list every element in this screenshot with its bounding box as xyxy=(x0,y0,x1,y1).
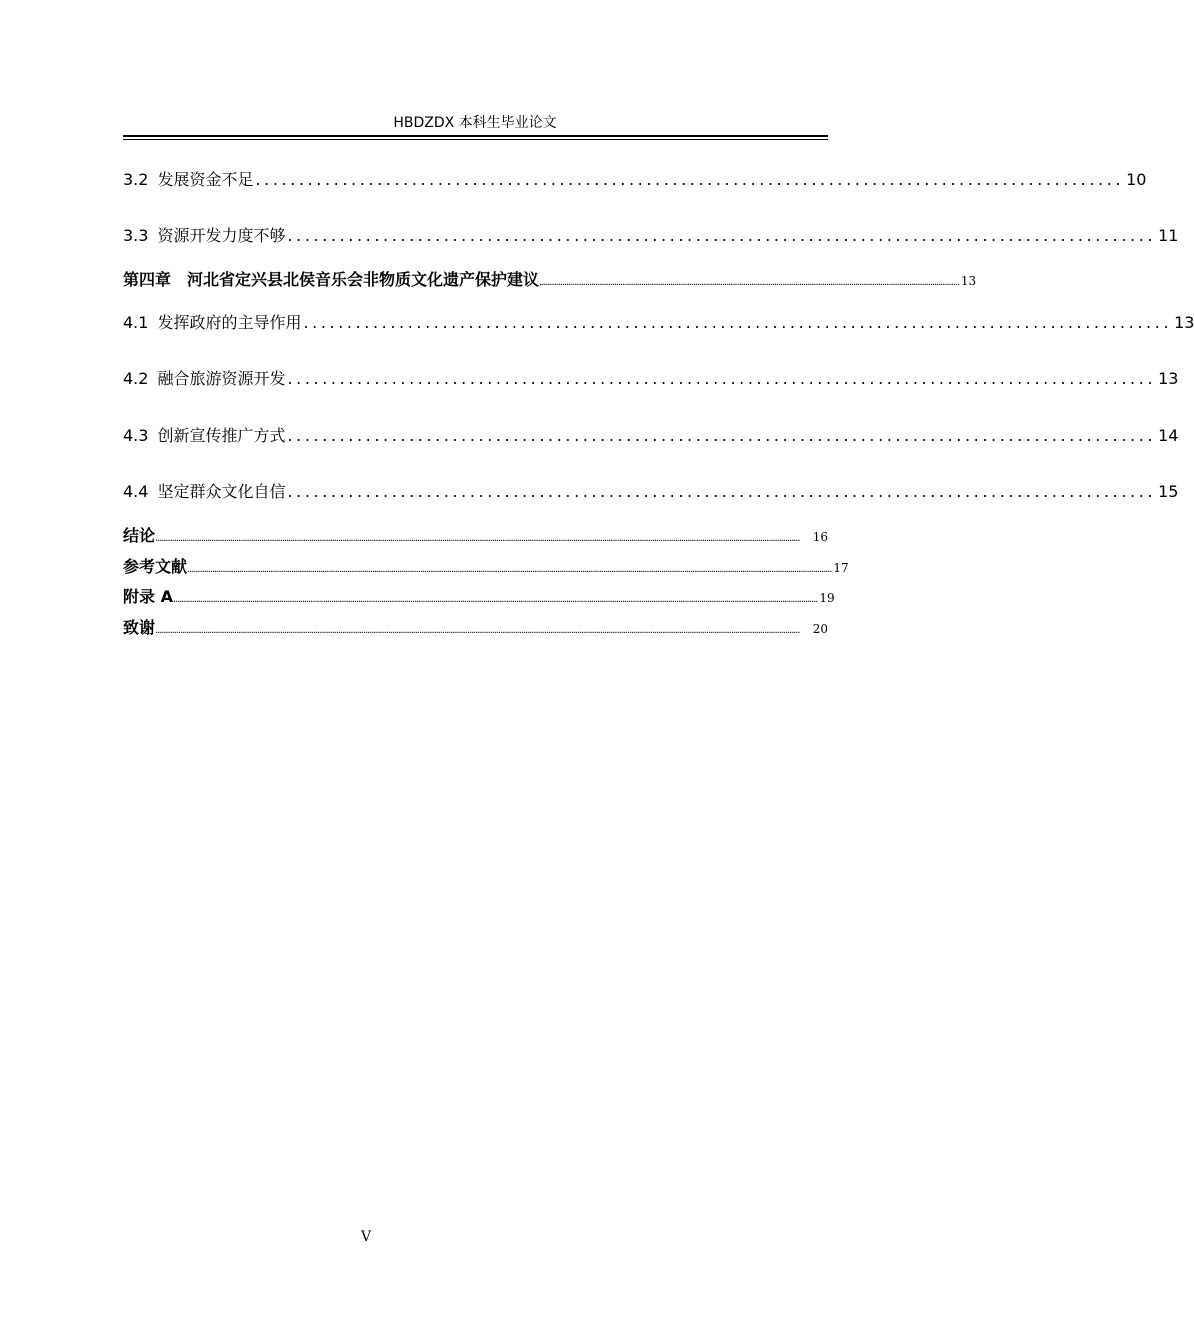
toc-dot-leader: .................................................................................................... xyxy=(287,226,1157,245)
toc-entry-chapter-4[interactable] xyxy=(123,268,977,292)
toc-entry-references[interactable] xyxy=(123,555,849,579)
toc-entry-4-3[interactable] xyxy=(123,424,1179,448)
toc-entry-title: 结论 xyxy=(123,526,156,545)
toc-entry-acknowledgements[interactable] xyxy=(123,616,828,640)
toc-entry-page: 16 xyxy=(812,530,828,544)
toc-entry-4-1[interactable] xyxy=(123,311,1194,335)
header-rule-thick xyxy=(123,135,828,137)
toc-entry-3-3[interactable] xyxy=(123,224,1179,248)
toc-entry-page: 13 xyxy=(1158,369,1179,388)
toc-entry-title: 融合旅游资源开发 xyxy=(157,369,286,388)
toc-entry-title: 发展资金不足 xyxy=(157,170,254,189)
toc-dot-leader: .................................................................................................... xyxy=(287,369,1157,388)
toc-entry-number: 3.2 xyxy=(123,170,149,189)
toc-entry-3-2[interactable] xyxy=(123,168,1147,192)
page-header: HBDZDX 本科生毕业论文 xyxy=(393,115,557,131)
toc-entry-title: 附录 A xyxy=(123,587,173,606)
toc-entry-page: 17 xyxy=(833,561,849,575)
toc-entry-page: 11 xyxy=(1158,226,1179,245)
toc-entry-title: 创新宣传推广方式 xyxy=(157,426,286,445)
toc-entry-page: 13 xyxy=(1174,313,1194,332)
toc-entry-4-2[interactable] xyxy=(123,367,1179,391)
toc-entry-title: 致谢 xyxy=(123,618,156,637)
toc-entry-page: 19 xyxy=(819,591,835,605)
toc-entry-title: 第四章 河北省定兴县北侯音乐会非物质文化遗产保护建议 xyxy=(123,270,540,289)
toc-entry-title: 参考文献 xyxy=(123,557,188,576)
header-rule-thin xyxy=(123,139,828,140)
toc-entry-number: 3.3 xyxy=(123,226,149,245)
toc-entry-page: 10 xyxy=(1126,170,1147,189)
toc-entry-4-4[interactable] xyxy=(123,480,1179,504)
toc-entry-number: 4.4 xyxy=(123,482,149,501)
toc-entry-number: 4.3 xyxy=(123,426,149,445)
toc-dot-leader: ...................................................................................................................................................................................................................................................................................................................... xyxy=(155,625,800,636)
toc-entry-title: 坚定群众文化自信 xyxy=(157,482,286,501)
toc-dot-leader: .................................................................................................... xyxy=(255,170,1125,189)
toc-entry-appendix-a[interactable] xyxy=(123,585,835,609)
toc-dot-leader: .................................................................................................... xyxy=(287,426,1157,445)
toc-entry-page: 13 xyxy=(960,274,977,288)
toc-entry-conclusion[interactable] xyxy=(123,524,828,548)
toc-entry-title: 资源开发力度不够 xyxy=(157,226,286,245)
toc-entry-page: 15 xyxy=(1158,482,1179,501)
toc-entry-page: 20 xyxy=(812,622,828,636)
toc-entry-title: 发挥政府的主导作用 xyxy=(157,313,302,332)
toc-dot-leader: .................................................................................................... xyxy=(287,482,1157,501)
toc-entry-page: 14 xyxy=(1158,426,1179,445)
toc-dot-leader: ...................................................................................................................................................................................................................................................................................................................... xyxy=(187,564,832,575)
toc-entry-number: 4.2 xyxy=(123,369,149,388)
header-divider xyxy=(123,135,828,141)
toc-dot-leader: ...................................................................................................................................................................................................................................................................................................................... xyxy=(155,533,800,544)
footer-page-number: V xyxy=(360,1229,372,1245)
toc-entry-number: 4.1 xyxy=(123,313,149,332)
toc-dot-leader: .................................................................................................... xyxy=(303,313,1173,332)
toc-dot-leader: ...................................................................................................................................................................................................................................................................................................................... xyxy=(172,594,818,605)
toc-dot-leader: .......................................................................................................................................................................................................... xyxy=(539,277,959,288)
